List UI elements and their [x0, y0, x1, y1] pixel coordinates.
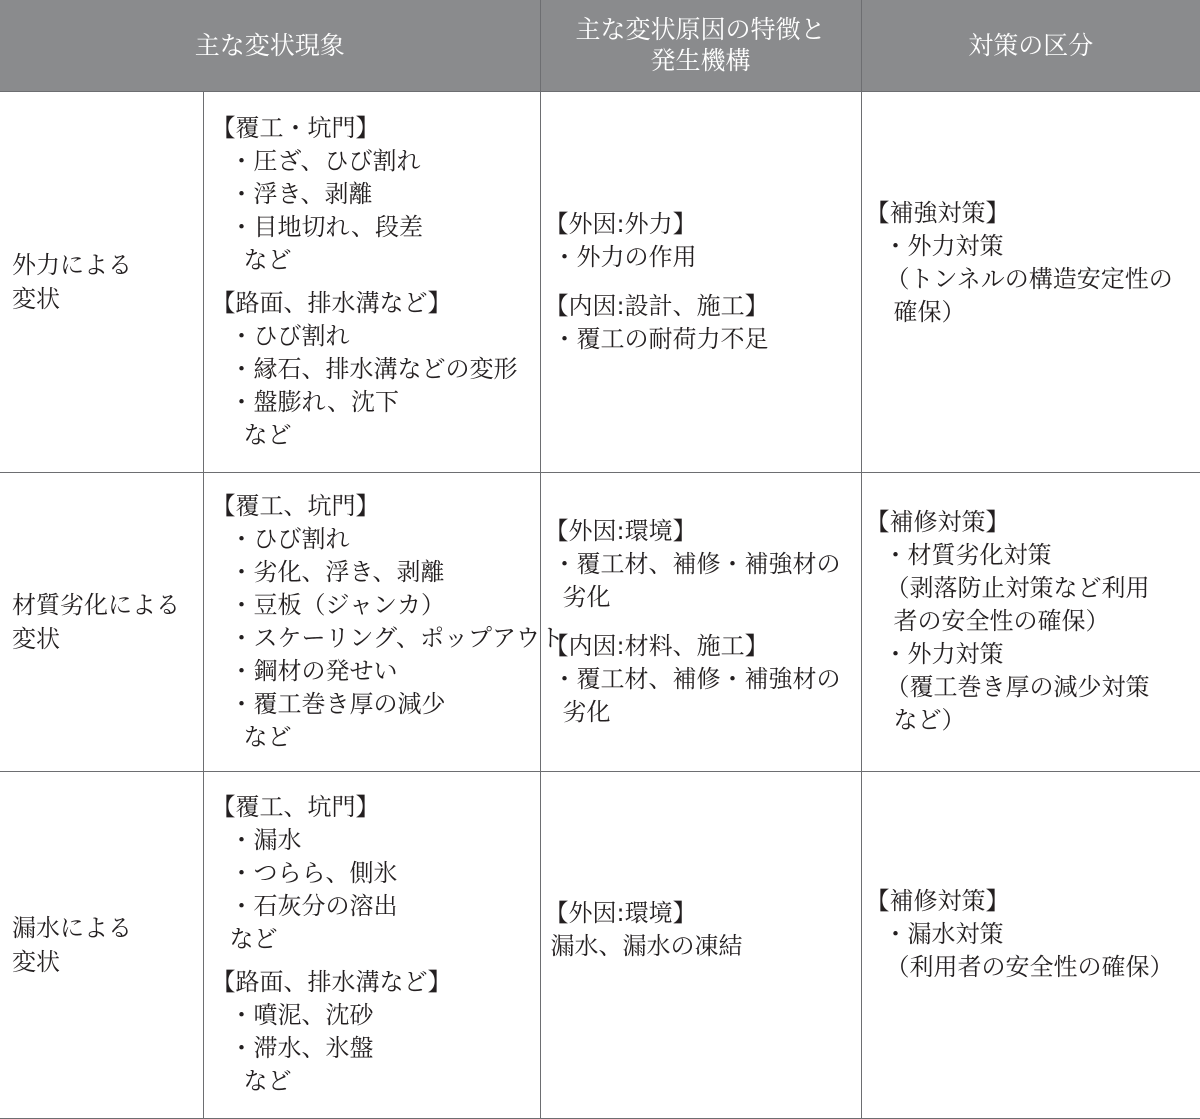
list-item: ・漏水 [229, 826, 302, 855]
list-item: ・外力対策 [883, 640, 1004, 669]
causes-cell [540, 472, 861, 771]
group-header: 【外因:環境】 [544, 516, 697, 545]
list-item: ・目地切れ、段差 [229, 212, 423, 241]
list-item: ・石灰分の溶出 [229, 892, 398, 921]
list-item: ・外力の作用 [552, 242, 697, 271]
table-header-row [0, 0, 1200, 91]
category-line: 材質劣化による [12, 590, 180, 619]
list-item: など） [893, 706, 966, 735]
header-causes [540, 0, 861, 91]
group-header: 【補強対策】 [865, 198, 1010, 227]
measures-cell [861, 91, 1200, 472]
list-item: 劣化 [562, 697, 611, 726]
group-header: 【外因:環境】 [544, 898, 697, 927]
list-item: ・浮き、剥離 [229, 179, 373, 208]
group-header: 【内因:材料、施工】 [544, 631, 769, 660]
list-item: ・盤膨れ、沈下 [229, 387, 399, 416]
header-phenomena: 主な変状現象 [0, 0, 540, 91]
category-line: 変状 [12, 624, 60, 653]
list-item: ・覆工材、補修・補強材の [552, 664, 841, 693]
group-header: 【内因:設計、施工】 [544, 291, 769, 320]
category-line: 変状 [12, 947, 60, 976]
causes-group [544, 290, 861, 356]
list-item-etc: など [243, 722, 292, 751]
list-item: ・ひび割れ [229, 321, 350, 350]
group-header: 【補修対策】 [865, 887, 1010, 916]
list-item: 者の安全性の確保） [893, 607, 1110, 636]
group-header: 【補修対策】 [865, 508, 1010, 537]
measures-cell [861, 771, 1200, 1118]
list-item-etc: など [229, 925, 278, 954]
phenomena-cell [203, 771, 540, 1118]
category-line: 変状 [12, 284, 60, 313]
category-line: 外力による [12, 250, 132, 279]
list-item: ・圧ざ、ひび割れ [229, 146, 421, 175]
list-item: 劣化 [562, 582, 611, 611]
causes-cell [540, 91, 861, 472]
category-line: 漏水による [12, 913, 132, 942]
phenomena-group [211, 791, 540, 956]
list-item: ・劣化、浮き、剥離 [229, 557, 445, 586]
causes-group [544, 208, 861, 274]
group-header: 【覆工、坑門】 [211, 793, 380, 822]
causes-group [544, 897, 861, 963]
list-item-etc: など [243, 420, 292, 449]
header-measures: 対策の区分 [861, 0, 1200, 91]
table-row [0, 472, 1200, 771]
list-item: ・漏水対策 [883, 920, 1004, 949]
list-item: ・縁石、排水溝などの変形 [229, 354, 518, 383]
list-item: ・つらら、側氷 [229, 859, 398, 888]
list-item: ・噴泥、沈砂 [229, 1001, 374, 1030]
group-header: 【路面、排水溝など】 [211, 288, 452, 317]
phenomena-group [211, 112, 540, 277]
list-item: （利用者の安全性の確保） [885, 953, 1174, 982]
group-header: 【路面、排水溝など】 [211, 968, 452, 997]
phenomena-cell [203, 91, 540, 472]
list-item: 漏水、漏水の凍結 [550, 931, 743, 960]
category-cell [0, 771, 203, 1118]
header-causes-line1: 主な変状原因の特徴と [575, 15, 826, 45]
list-item: ・ひび割れ [229, 524, 350, 553]
phenomena-cell [203, 472, 565, 771]
causes-group [544, 515, 861, 614]
table-row [0, 91, 1200, 472]
list-item: ・材質劣化対策 [883, 541, 1052, 570]
list-item: ・滞水、氷盤 [229, 1034, 374, 1063]
table-row [0, 771, 1200, 1118]
category-cell [0, 472, 203, 771]
group-header: 【覆工、坑門】 [211, 491, 380, 520]
list-item: ・覆工の耐荷力不足 [552, 324, 769, 353]
list-item-etc: など [243, 1067, 292, 1096]
list-item: ・覆工巻き厚の減少 [229, 689, 446, 718]
list-item-etc: など [243, 245, 292, 274]
category-cell [0, 91, 203, 472]
list-item: ・鋼材の発せい [229, 656, 398, 685]
list-item: ・外力対策 [883, 231, 1004, 260]
group-header: 【外因:外力】 [544, 209, 697, 238]
measures-cell [861, 472, 1200, 771]
list-item: 確保） [893, 297, 966, 326]
group-header: 【覆工・坑門】 [211, 113, 380, 142]
list-item: ・覆工材、補修・補強材の [552, 549, 841, 578]
list-item: （トンネルの構造安定性の [885, 264, 1173, 293]
list-item: ・スケーリング、ポップアウト [229, 623, 565, 652]
list-item: （覆工巻き厚の減少対策 [885, 673, 1150, 702]
phenomena-group [211, 490, 565, 754]
phenomena-group [211, 966, 540, 1098]
phenomena-group [211, 287, 540, 452]
causes-cell [540, 771, 861, 1118]
causes-group [544, 630, 861, 729]
list-item: （剥落防止対策など利用 [885, 574, 1150, 603]
header-causes-line2: 発生機構 [650, 46, 751, 76]
list-item: ・豆板（ジャンカ） [229, 590, 446, 619]
